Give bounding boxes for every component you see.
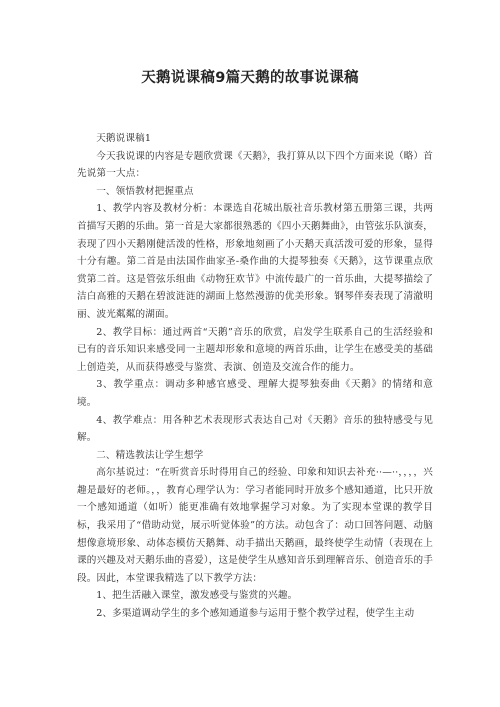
paragraph-teaching-focus: 3、教学重点：调动多种感官感受、理解大提琴独奏曲《天鹅》的情绪和意境。: [77, 379, 433, 408]
section-subtitle: 天鹅说课稿1: [96, 133, 152, 144]
document-body: [77, 130, 433, 623]
paragraph-content-analysis: 1、教学内容及教材分析：本课选自花城出版社音乐教材第五册第三课，共两首描写天鹅的乐曲。第一首是大家都很熟悉的《四小天鹅舞曲》，由管弦乐队演奏，表现了四小天鹅刚健活泼的性格，形象地刻画了小天鹅天真活泼可爱的形象，显得十分有趣。第二首是由法国作曲家圣-桑作曲的大提琴独奏《天鹅》，这节课重点欣赏第二首。这是管弦乐组曲《动物狂欢节》中流传最广的一首乐曲，大提琴描绘了洁白高雅的天鹅在碧波涟涟的湖面上悠然漫游的优美形象。钢琴伴奏表现了清澈明丽、波光粼粼的湖面。: [77, 203, 433, 320]
paragraph-intro: 今天我说课的内容是专题欣赏课《天鹅》，我打算从以下四个方面来说（略）首先说第一大点：: [77, 150, 433, 180]
section-heading-2: 二、精选教法让学生想学: [96, 449, 204, 461]
section-heading-1: 一、领悟教材把握重点: [96, 185, 194, 197]
paragraph-teaching-goals: 2、教学目标：通过两首“天鹅”音乐的欣赏，启发学生联系自己的生活经验和已有的音乐知识来感受同一主题却形象和意境的两首乐曲，让学生在感受美的基础上创造美，从而获得感受与鉴赏、表演、创造及交流合作的能力。: [77, 326, 433, 373]
paragraph-method-1: 1、把生活融入课堂，激发感受与鉴赏的兴趣。: [96, 590, 298, 602]
paragraph-teaching-difficulty: 4、教学难点：用各种艺术表现形式表达自己对《天鹅》音乐的独特感受与见解。: [77, 414, 433, 444]
document-title: 天鹅说课稿9篇天鹅的故事说课稿: [141, 70, 359, 86]
paragraph-gorky-quote: 高尔基说过：“在听赏音乐时得用自己的经验、印象和知识去补充··—··，，，，兴趣是最好的老师。，，教育心理学认为：学习者能同时开放多个感知通道，比只开放一个感知通道（如听）能更准确有效地掌握学习对象。为了实现本堂课的教学目标，我采用了“借助动觉，展示听觉体验”的方法。动包含了：动口回答问题、动脑想像意境形象、动体态模仿天鹅舞、动手描出天鹅画，最终使学生动情（表现在上课的兴趣及对天鹅乐曲的喜爱），这是使学生从感知音乐到理解音乐、创造音乐的手段。因此，本堂课我精选了以下教学方法：: [77, 467, 433, 584]
paragraph-method-2: 2、多渠道调动学生的多个感知通道参与运用于整个教学过程，使学生主动: [96, 608, 415, 620]
